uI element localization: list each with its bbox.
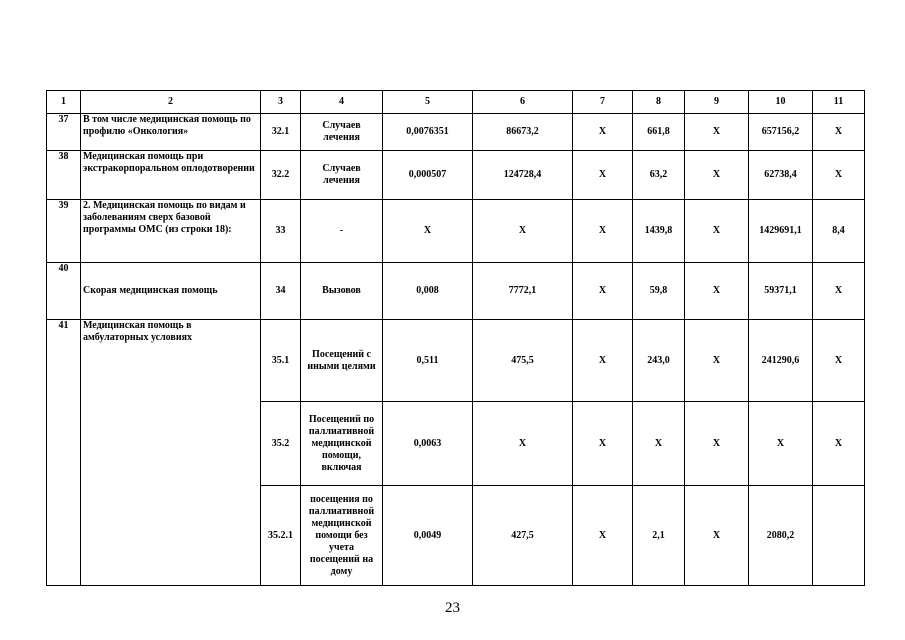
table-cell: X (685, 263, 749, 320)
table-cell: X (573, 114, 633, 151)
table-cell: 657156,2 (749, 114, 813, 151)
table-cell: 241290,6 (749, 320, 813, 402)
col-header: 5 (383, 91, 473, 114)
table-cell: 33 (261, 200, 301, 263)
table-cell: X (573, 402, 633, 486)
row-description: Медицинская помощь в амбулаторных условиях (81, 320, 261, 586)
table-cell: 32.1 (261, 114, 301, 151)
table-cell: X (573, 263, 633, 320)
table-row (47, 114, 865, 151)
table-cell: X (813, 114, 865, 151)
col-header: 7 (573, 91, 633, 114)
table-cell: 32.2 (261, 151, 301, 200)
table-cell: X (573, 151, 633, 200)
table-cell: X (813, 402, 865, 486)
table-cell: 0,008 (383, 263, 473, 320)
table-cell: 35.2 (261, 402, 301, 486)
table-cell: 243,0 (633, 320, 685, 402)
table-cell: - (301, 200, 383, 263)
table-cell: 0,0076351 (383, 114, 473, 151)
table-cell: X (813, 263, 865, 320)
table-cell: Случаев лечения (301, 151, 383, 200)
table-cell: X (573, 486, 633, 586)
row-number: 40 (47, 263, 81, 320)
table-cell: 59371,1 (749, 263, 813, 320)
table-cell: 62738,4 (749, 151, 813, 200)
table-cell: 475,5 (473, 320, 573, 402)
table-cell: 63,2 (633, 151, 685, 200)
row-number: 37 (47, 114, 81, 151)
table-row (47, 200, 865, 263)
col-header: 9 (685, 91, 749, 114)
table-cell: 35.1 (261, 320, 301, 402)
row-description: Медицинская помощь при экстракорпоральном оплодотворении (81, 151, 261, 200)
table-cell: 661,8 (633, 114, 685, 151)
header-row (47, 91, 865, 114)
row-description: Скорая медицинская помощь (81, 263, 261, 320)
table-cell: X (749, 402, 813, 486)
table-cell: X (473, 200, 573, 263)
col-header: 11 (813, 91, 865, 114)
table-cell: 8,4 (813, 200, 865, 263)
table-cell: X (573, 320, 633, 402)
table-cell: Посещений по паллиативной медицинской помощи, включая (301, 402, 383, 486)
table-cell: 0,0049 (383, 486, 473, 586)
table-cell: 1429691,1 (749, 200, 813, 263)
table-cell: X (685, 200, 749, 263)
table-cell: 0,000507 (383, 151, 473, 200)
table-cell: X (685, 151, 749, 200)
table-cell: 0,0063 (383, 402, 473, 486)
table-cell: 2,1 (633, 486, 685, 586)
table-cell: X (685, 320, 749, 402)
table-cell: X (813, 320, 865, 402)
table-row (47, 263, 865, 320)
table-cell: Вызовов (301, 263, 383, 320)
table-cell: 124728,4 (473, 151, 573, 200)
table-cell: 35.2.1 (261, 486, 301, 586)
row-number: 39 (47, 200, 81, 263)
row-description: 2. Медицинская помощь по видам и заболеваниям сверх базовой программы ОМС (из строки 18): (81, 200, 261, 263)
col-header: 6 (473, 91, 573, 114)
row-description: В том числе медицинская помощь по профилю «Онкология» (81, 114, 261, 151)
table-cell: 34 (261, 263, 301, 320)
table-cell: 0,511 (383, 320, 473, 402)
row-number: 41 (47, 320, 81, 586)
col-header: 8 (633, 91, 685, 114)
col-header: 1 (47, 91, 81, 114)
table-cell: посещения по паллиативной медицинской помощи без учета посещений на дому (301, 486, 383, 586)
col-header: 10 (749, 91, 813, 114)
table-row (47, 151, 865, 200)
table-cell: X (573, 200, 633, 263)
table-cell: 86673,2 (473, 114, 573, 151)
table-cell: X (685, 114, 749, 151)
col-header: 4 (301, 91, 383, 114)
table-row (47, 320, 865, 402)
table-cell: 2080,2 (749, 486, 813, 586)
table-cell: X (633, 402, 685, 486)
page-number: 23 (445, 600, 460, 616)
table-cell: X (813, 151, 865, 200)
table-cell: 1439,8 (633, 200, 685, 263)
row-number: 38 (47, 151, 81, 200)
table-cell: 59,8 (633, 263, 685, 320)
table-cell: X (685, 402, 749, 486)
data-table (46, 90, 865, 586)
table-cell: Случаев лечения (301, 114, 383, 151)
col-header: 3 (261, 91, 301, 114)
table-cell: X (383, 200, 473, 263)
table-cell (813, 486, 865, 586)
table-cell: Посещений с иными целями (301, 320, 383, 402)
col-header: 2 (81, 91, 261, 114)
table-cell: 7772,1 (473, 263, 573, 320)
table-cell: X (685, 486, 749, 586)
table-cell: X (473, 402, 573, 486)
table-cell: 427,5 (473, 486, 573, 586)
